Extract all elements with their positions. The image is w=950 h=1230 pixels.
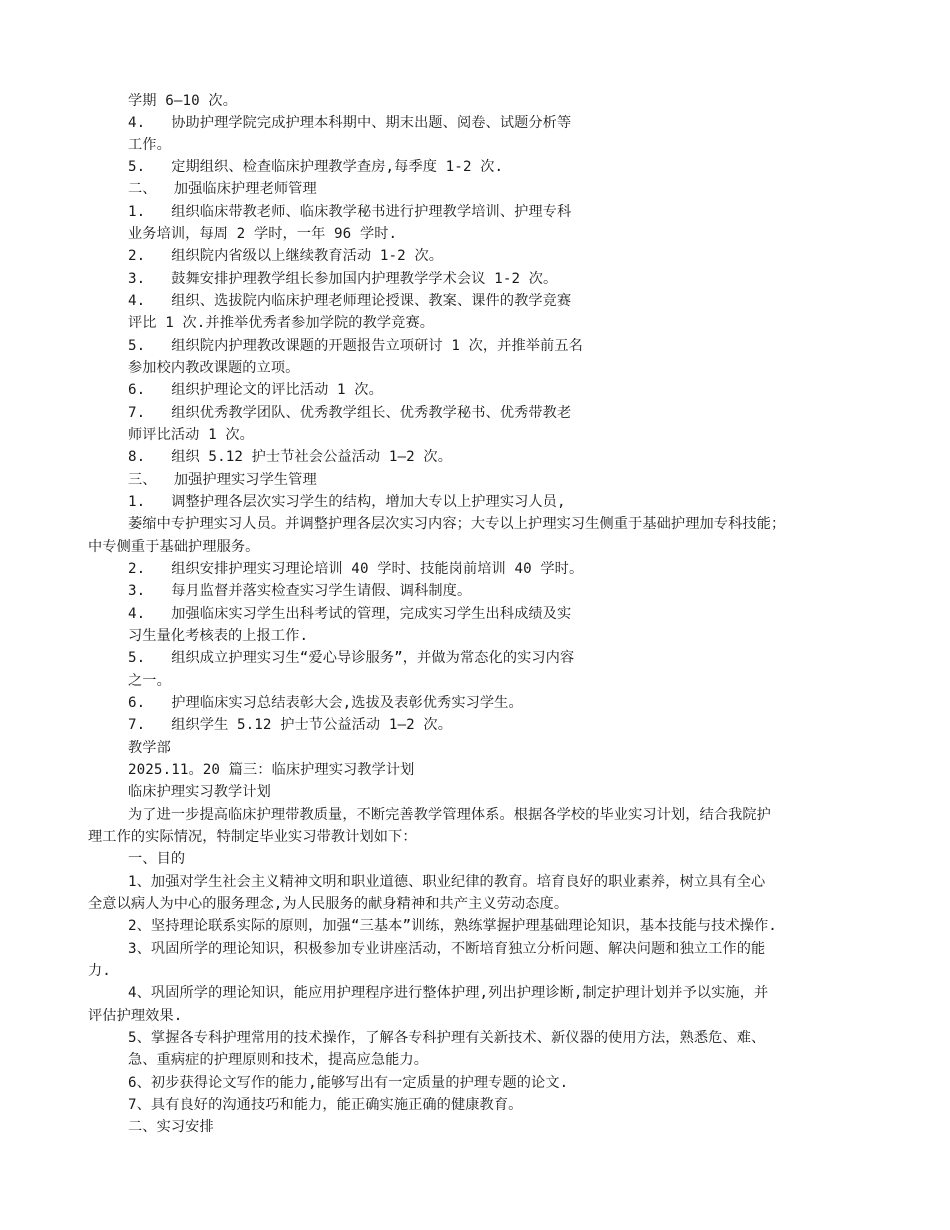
text-line: 6. 护理临床实习总结表彰大会,选拔及表彰优秀实习学生。: [128, 695, 523, 711]
text-line: 5. 组织院内护理教改课题的开题报告立项研讨 1 次，并推举前五名: [128, 338, 583, 354]
text-line: 4. 组织、选拔院内临床护理老师理论授课、教案、课件的教学竞赛: [128, 293, 572, 309]
text-line: 学期 6—10 次。: [128, 93, 237, 109]
text-line: 之一。: [128, 673, 171, 689]
paragraph-line: 4、巩固所学的理论知识，能应用护理程序进行整体护理,列出护理诊断,制定护理计划并予以实施，并: [128, 985, 769, 1001]
text-line: 2. 组织院内省级以上继续教育活动 1-2 次。: [128, 248, 444, 264]
text-line: 4. 加强临床实习学生出科考试的管理，完成实习学生出科成绩及实: [128, 606, 572, 622]
text-line: 中专侧重于基础护理服务。: [88, 539, 260, 555]
text-line: 6. 组织护理论文的评比活动 1 次。: [128, 382, 383, 398]
paragraph-line: 6、初步获得论文写作的能力,能够写出有一定质量的护理专题的论文.: [128, 1075, 569, 1091]
paragraph-line: 5、掌握各专科护理常用的技术操作，了解各专科护理有关新技术、新仪器的使用方法，熟悉危、难、: [128, 1030, 766, 1046]
text-line: 4. 协助护理学院完成护理本科期中、期末出题、阅卷、试题分析等: [128, 115, 572, 131]
text-line: 1. 调整护理各层次实习学生的结构，增加大专以上护理实习人员,: [128, 494, 566, 510]
text-line: 习生量化考核表的上报工作.: [128, 628, 309, 644]
text-line: 7. 组织优秀教学团队、优秀教学组长、优秀教学秘书、优秀带教老: [128, 405, 572, 421]
text-line: 3. 每月监督并落实检查实习学生请假、调科制度。: [128, 583, 472, 599]
paragraph-line: 1、加强对学生社会主义精神文明和职业道德、职业纪律的教育。培育良好的职业素养，树立具有全心: [128, 874, 766, 890]
paragraph-line: 为了进一步提高临床护理带教质量，不断完善教学管理体系。根据各学校的毕业实习计划，结合我院护: [128, 807, 771, 823]
text-line: 参加校内教改课题的立项。: [128, 360, 300, 376]
paragraph-line: 力.: [88, 963, 111, 979]
text-line: 3. 鼓舞安排护理教学组长参加国内护理教学学术会议 1-2 次。: [128, 271, 558, 287]
paragraph-line: 急、重病症的护理原则和技术，提高应急能力。: [128, 1052, 429, 1068]
paragraph-line: 理工作的实际情况，特制定毕业实习带教计划如下：: [88, 829, 417, 845]
text-line: 萎缩中专护理实习人员。并调整护理各层次实习内容；大专以上护理实习生侧重于基础护理加专科技能；: [128, 516, 786, 532]
document-title: 临床护理实习教学计划: [128, 784, 271, 800]
text-line: 师评比活动 1 次。: [128, 427, 254, 443]
text-line: 评比 1 次.并推举优秀者参加学院的教学竞赛。: [128, 315, 435, 331]
section-heading: 三、 加强护理实习学生管理: [128, 472, 317, 488]
section-heading: 二、 加强临床护理老师管理: [128, 181, 317, 197]
paragraph-line: 7、具有良好的沟通技巧和能力，能正确实施正确的健康教育。: [128, 1097, 523, 1113]
text-line: 2. 组织安排护理实习理论培训 40 学时、技能岗前培训 40 学时。: [128, 561, 584, 577]
text-line: 业务培训，每周 2 学时，一年 96 学时.: [128, 226, 398, 242]
section-heading: 一、目的: [128, 851, 186, 867]
paragraph-line: 2、坚持理论联系实际的原则，加强“三基本”训练，熟练掌握护理基础理论知识，基本技能与技术操作.: [128, 918, 777, 934]
text-line: 工作。: [128, 137, 171, 153]
department-signature: 教学部: [128, 740, 171, 756]
section-heading: 二、实习安排: [128, 1119, 214, 1135]
text-line: 1. 组织临床带教老师、临床教学秘书进行护理教学培训、护理专科: [128, 204, 572, 220]
paragraph-line: 评估护理效果.: [88, 1008, 183, 1024]
paragraph-line: 全意以病人为中心的服务理念,为人民服务的献身精神和共产主义劳动态度。: [88, 896, 569, 912]
text-line: 5. 定期组织、检查临床护理教学查房,每季度 1-2 次.: [128, 159, 504, 175]
text-line: 8. 组织 5.12 护士节社会公益活动 1—2 次。: [128, 449, 453, 465]
paragraph-line: 3、巩固所学的理论知识，积极参加专业讲座活动，不断培育独立分析问题、解决问题和独立工作的能: [128, 941, 766, 957]
text-line: 5. 组织成立护理实习生“爱心导诊服务”，并做为常态化的实习内容: [128, 650, 575, 666]
text-line: 7. 组织学生 5.12 护士节公益活动 1—2 次。: [128, 717, 453, 733]
date-and-section-title: 2025.11。20 篇三：临床护理实习教学计划: [128, 762, 415, 778]
